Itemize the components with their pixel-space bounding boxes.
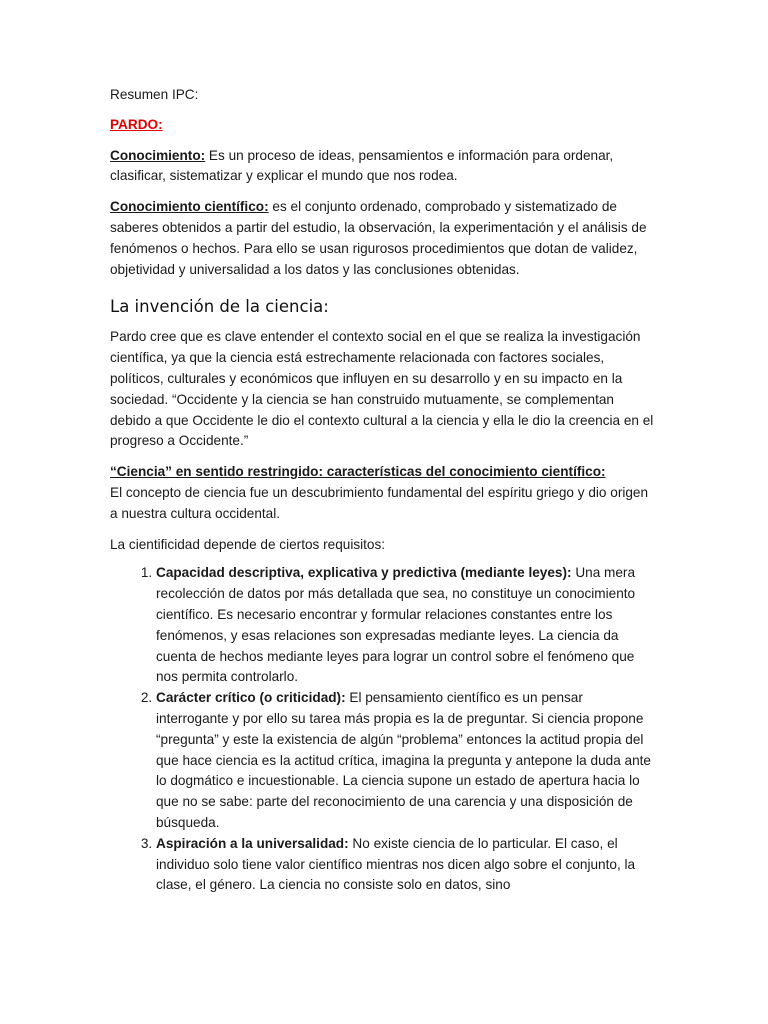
definition-text: es el conjunto ordenado, comprobado y sistematizado de saberes obtenidos a partir del estudio, la observación, la experimentación y el análisis de fenómenos o hechos. Para ello se usan rigurosos procedimientos que dotan de validez, objetividad y universalidad a los datos y las conclusiones obtenidas. — [110, 199, 647, 277]
author-heading: PARDO: — [110, 116, 163, 132]
list-item — [156, 563, 658, 688]
requirements-list — [110, 563, 658, 896]
list-item-text: Una mera recolección de datos por más detallada que sea, no constituye un conocimiento científico. Es necesario encontrar y formular relaciones constantes entre los fenómenos, y esas relaciones son expresadas mediante leyes. La ciencia da cuenta de hechos mediante leyes para lograr un control sobre el fenómeno que nos permita controlarlo. — [156, 565, 636, 685]
list-item-title: Capacidad descriptiva, explicativa y predictiva (mediante leyes): — [156, 565, 572, 581]
list-item-text: El pensamiento científico es un pensar interrogante y por ello su tarea más propia es la de preguntar. Si ciencia propone “pregunta” y este la existencia de algún “problema” entonces la actitud propia del que hace ciencia es la actitud crítica, imagina la pregunta y antepone la duda ante lo dogmático e incuestionable. La ciencia supone un estado de apertura hacia lo que no se sabe: parte del reconocimiento de una carencia y una disposición de búsqueda. — [156, 690, 651, 830]
document-title: Resumen IPC: — [110, 87, 199, 102]
definition-term: Conocimiento científico: — [110, 199, 269, 215]
section-paragraph: Pardo cree que es clave entender el contexto social en el que se realiza la investigación científica, ya que la ciencia está estrechamente relacionada con factores sociales, políticos, culturales y económicos que influyen en su desarrollo y en su impacto en la sociedad. “Occidente y la ciencia se han construido mutuamente, se complementan debido a que Occidente le dio el contexto cultural a la ciencia y ella le dio la creencia en el progreso a Occidente.” — [110, 329, 654, 449]
list-item — [156, 688, 658, 834]
requirements-intro: La cientificidad depende de ciertos requisitos: — [110, 536, 386, 552]
list-item-text: No existe ciencia de lo particular. El caso, el individuo solo tiene valor científico mientras nos dicen algo sobre el conjunto, la clase, el género. La ciencia no consiste solo en datos, sino — [156, 835, 636, 893]
document-page — [110, 85, 658, 896]
restricted-science-text: El concepto de ciencia fue un descubrimiento fundamental del espíritu griego y dio origen a nuestra cultura occidental. — [110, 484, 649, 521]
restricted-science-paragraph — [110, 462, 658, 524]
list-item-title: Aspiración a la universalidad: — [156, 835, 349, 851]
definition-conocimiento-cientifico — [110, 197, 658, 280]
list-item — [156, 834, 658, 896]
definition-term: Conocimiento: — [110, 147, 206, 163]
definition-conocimiento — [110, 146, 658, 188]
list-item-title: Carácter crítico (o criticidad): — [156, 690, 346, 706]
restricted-science-term: “Ciencia” en sentido restringido: características del conocimiento científico: — [110, 464, 606, 480]
definition-text: Es un proceso de ideas, pensamientos e información para ordenar, clasificar, sistematizar y explicar el mundo que nos rodea. — [110, 147, 614, 184]
section-heading: La invención de la ciencia: — [110, 297, 329, 317]
